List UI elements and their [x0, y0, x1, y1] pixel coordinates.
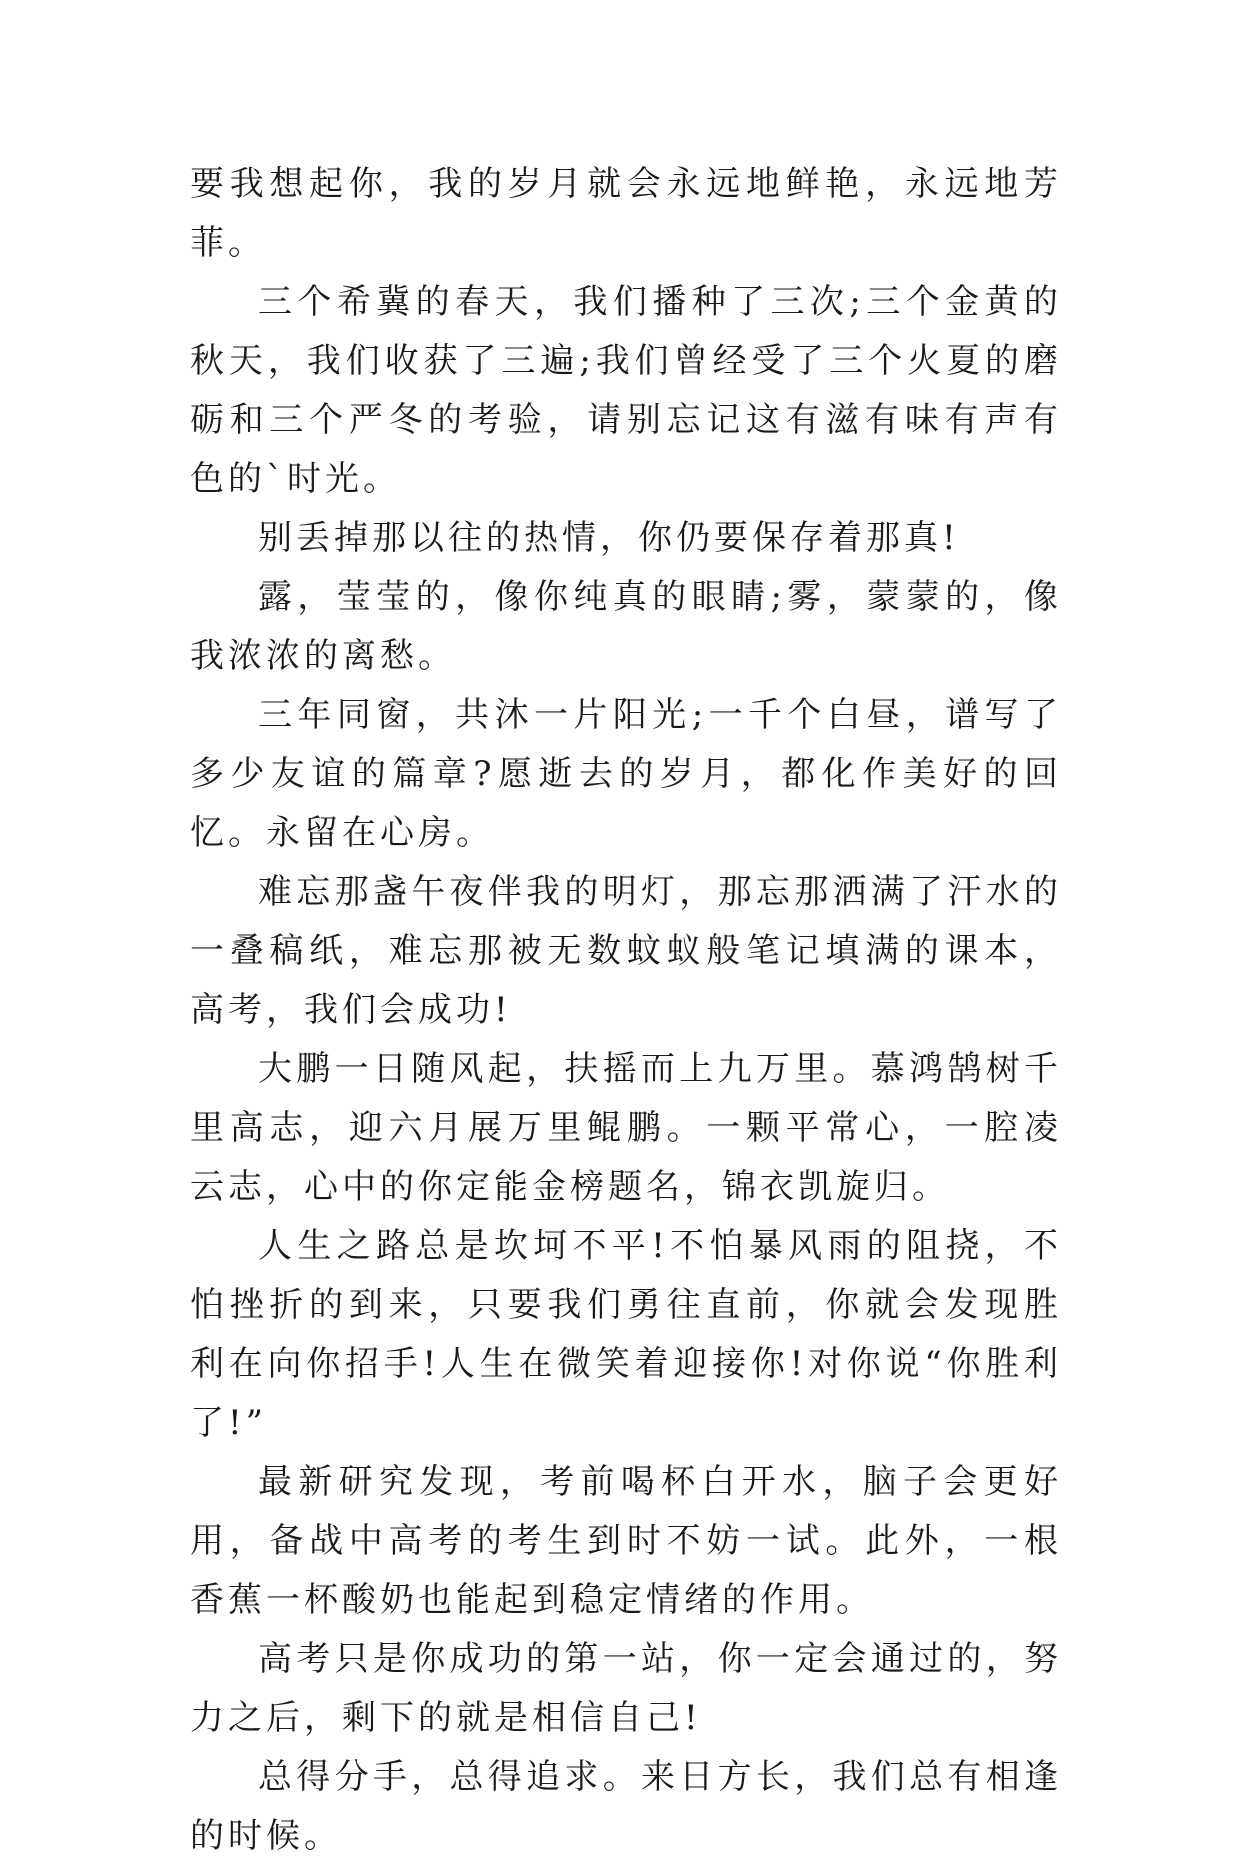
paragraph-8: 人生之路总是坎坷不平!不怕暴风雨的阻挠，不怕挫折的到来，只要我们勇往直前，你就会发现胜利在向你招手!人生在微笑着迎接你!对你说“你胜利了!” [190, 1226, 1062, 1443]
paragraph-10: 高考只是你成功的第一站，你一定会通过的，努力之后，剩下的就是相信自己! [190, 1639, 1062, 1738]
paragraph-11: 总得分手，总得追求。来日方长，我们总有相逢的时候。 [190, 1757, 1062, 1856]
paragraph-2: 三个希冀的春天，我们播种了三次;三个金黄的秋天，我们收获了三遍;我们曾经受了三个火夏的磨砺和三个严冬的考验，请别忘记这有滋有味有声有色的`时光。 [190, 282, 1062, 499]
paragraph-1: 要我想起你，我的岁月就会永远地鲜艳，永远地芳菲。 [190, 164, 1062, 263]
paragraph-9: 最新研究发现，考前喝杯白开水，脑子会更好用，备战中高考的考生到时不妨一试。此外，一根香蕉一杯酸奶也能起到稳定情绪的作用。 [190, 1462, 1062, 1620]
document-body [190, 155, 1062, 1866]
paragraph-6: 难忘那盏午夜伴我的明灯，那忘那洒满了汗水的一叠稿纸，难忘那被无数蚊蚁般笔记填满的课本，高考，我们会成功! [190, 872, 1062, 1030]
paragraph-4: 露，莹莹的，像你纯真的眼睛;雾，蒙蒙的，像我浓浓的离愁。 [190, 577, 1062, 676]
paragraph-7: 大鹏一日随风起，扶摇而上九万里。慕鸿鹄树千里高志，迎六月展万里鲲鹏。一颗平常心，一腔凌云志，心中的你定能金榜题名，锦衣凯旋归。 [190, 1049, 1062, 1207]
paragraph-3: 别丢掉那以往的热情，你仍要保存着那真! [258, 518, 960, 558]
paragraph-5: 三年同窗，共沐一片阳光;一千个白昼，谱写了多少友谊的篇章?愿逝去的岁月，都化作美好的回忆。永留在心房。 [190, 695, 1062, 853]
